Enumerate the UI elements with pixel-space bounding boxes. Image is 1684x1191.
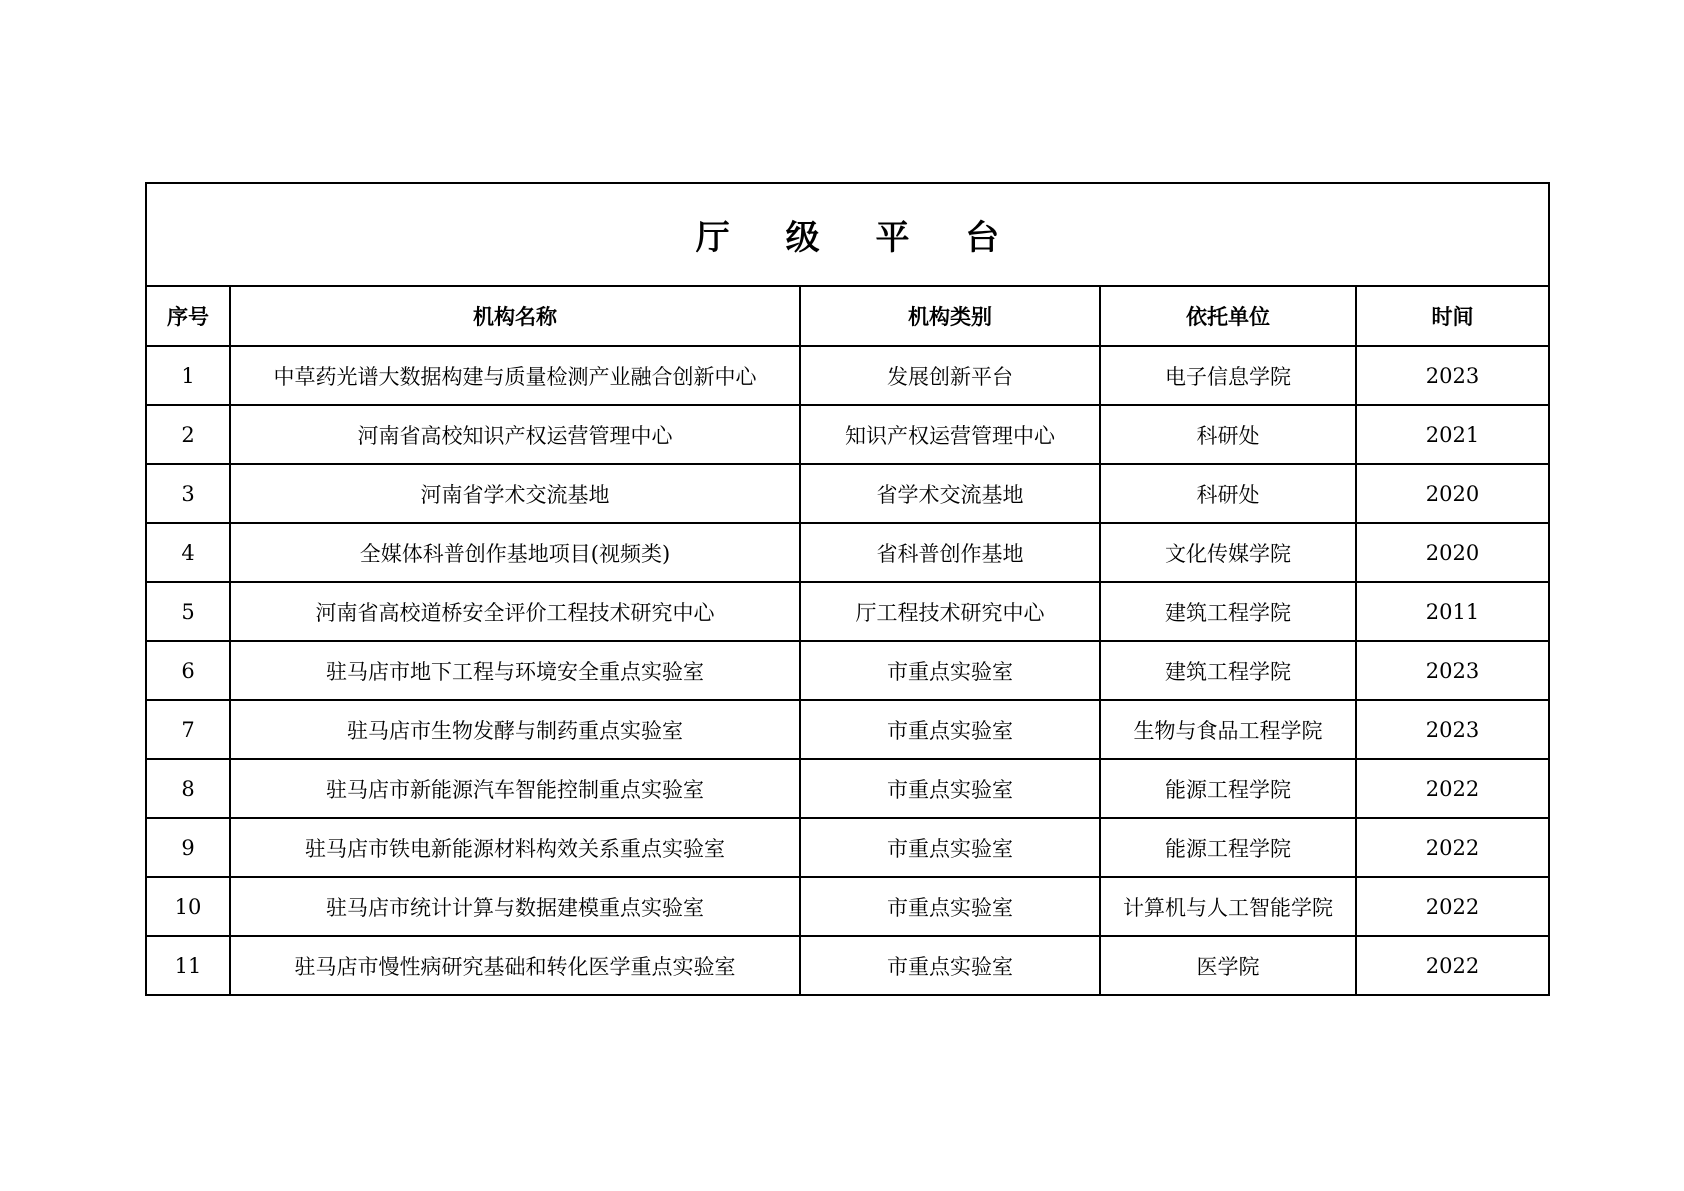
cell-unit: 科研处 [1100, 464, 1356, 523]
cell-name: 河南省高校知识产权运营管理中心 [230, 405, 800, 464]
cell-type: 省学术交流基地 [800, 464, 1100, 523]
column-header-no: 序号 [146, 286, 230, 346]
column-header-unit: 依托单位 [1100, 286, 1356, 346]
cell-year: 2020 [1356, 464, 1549, 523]
cell-type: 知识产权运营管理中心 [800, 405, 1100, 464]
cell-no: 9 [146, 818, 230, 877]
cell-name: 中草药光谱大数据构建与质量检测产业融合创新中心 [230, 346, 800, 405]
cell-year: 2020 [1356, 523, 1549, 582]
cell-unit: 能源工程学院 [1100, 759, 1356, 818]
cell-name: 驻马店市铁电新能源材料构效关系重点实验室 [230, 818, 800, 877]
cell-no: 4 [146, 523, 230, 582]
cell-year: 2022 [1356, 936, 1549, 995]
table-row [146, 700, 1549, 759]
table-row [146, 582, 1549, 641]
cell-name: 驻马店市统计计算与数据建模重点实验室 [230, 877, 800, 936]
cell-year: 2011 [1356, 582, 1549, 641]
cell-type: 发展创新平台 [800, 346, 1100, 405]
cell-name: 河南省学术交流基地 [230, 464, 800, 523]
column-header-name: 机构名称 [230, 286, 800, 346]
cell-type: 市重点实验室 [800, 818, 1100, 877]
cell-year: 2023 [1356, 346, 1549, 405]
title-row [146, 183, 1549, 286]
cell-unit: 建筑工程学院 [1100, 641, 1356, 700]
cell-no: 10 [146, 877, 230, 936]
cell-unit: 能源工程学院 [1100, 818, 1356, 877]
table-title: 厅 级 平 台 [695, 218, 1022, 258]
table-body [146, 346, 1549, 995]
table-row [146, 346, 1549, 405]
cell-type: 市重点实验室 [800, 641, 1100, 700]
document-page [145, 182, 1548, 996]
cell-name: 全媒体科普创作基地项目(视频类) [230, 523, 800, 582]
cell-type: 市重点实验室 [800, 877, 1100, 936]
cell-unit: 电子信息学院 [1100, 346, 1356, 405]
cell-unit: 计算机与人工智能学院 [1100, 877, 1356, 936]
cell-year: 2022 [1356, 759, 1549, 818]
table-row [146, 405, 1549, 464]
cell-type: 市重点实验室 [800, 759, 1100, 818]
cell-unit: 生物与食品工程学院 [1100, 700, 1356, 759]
table-row [146, 818, 1549, 877]
cell-name: 驻马店市生物发酵与制药重点实验室 [230, 700, 800, 759]
cell-year: 2022 [1356, 818, 1549, 877]
cell-name: 驻马店市新能源汽车智能控制重点实验室 [230, 759, 800, 818]
cell-no: 6 [146, 641, 230, 700]
cell-year: 2023 [1356, 700, 1549, 759]
cell-unit: 医学院 [1100, 936, 1356, 995]
cell-no: 1 [146, 346, 230, 405]
cell-year: 2023 [1356, 641, 1549, 700]
cell-no: 8 [146, 759, 230, 818]
cell-no: 7 [146, 700, 230, 759]
cell-unit: 文化传媒学院 [1100, 523, 1356, 582]
table-row [146, 523, 1549, 582]
cell-unit: 建筑工程学院 [1100, 582, 1356, 641]
cell-type: 厅工程技术研究中心 [800, 582, 1100, 641]
cell-no: 3 [146, 464, 230, 523]
cell-name: 驻马店市地下工程与环境安全重点实验室 [230, 641, 800, 700]
cell-no: 2 [146, 405, 230, 464]
platform-table [145, 182, 1550, 996]
cell-unit: 科研处 [1100, 405, 1356, 464]
cell-type: 市重点实验室 [800, 936, 1100, 995]
cell-no: 5 [146, 582, 230, 641]
cell-year: 2021 [1356, 405, 1549, 464]
column-header-year: 时间 [1356, 286, 1549, 346]
header-row [146, 286, 1549, 346]
table-row [146, 877, 1549, 936]
table-row [146, 464, 1549, 523]
cell-no: 11 [146, 936, 230, 995]
cell-type: 市重点实验室 [800, 700, 1100, 759]
table-row [146, 936, 1549, 995]
table-title-cell [146, 183, 1549, 286]
column-header-type: 机构类别 [800, 286, 1100, 346]
cell-name: 驻马店市慢性病研究基础和转化医学重点实验室 [230, 936, 800, 995]
cell-type: 省科普创作基地 [800, 523, 1100, 582]
table-row [146, 641, 1549, 700]
cell-year: 2022 [1356, 877, 1549, 936]
table-row [146, 759, 1549, 818]
cell-name: 河南省高校道桥安全评价工程技术研究中心 [230, 582, 800, 641]
